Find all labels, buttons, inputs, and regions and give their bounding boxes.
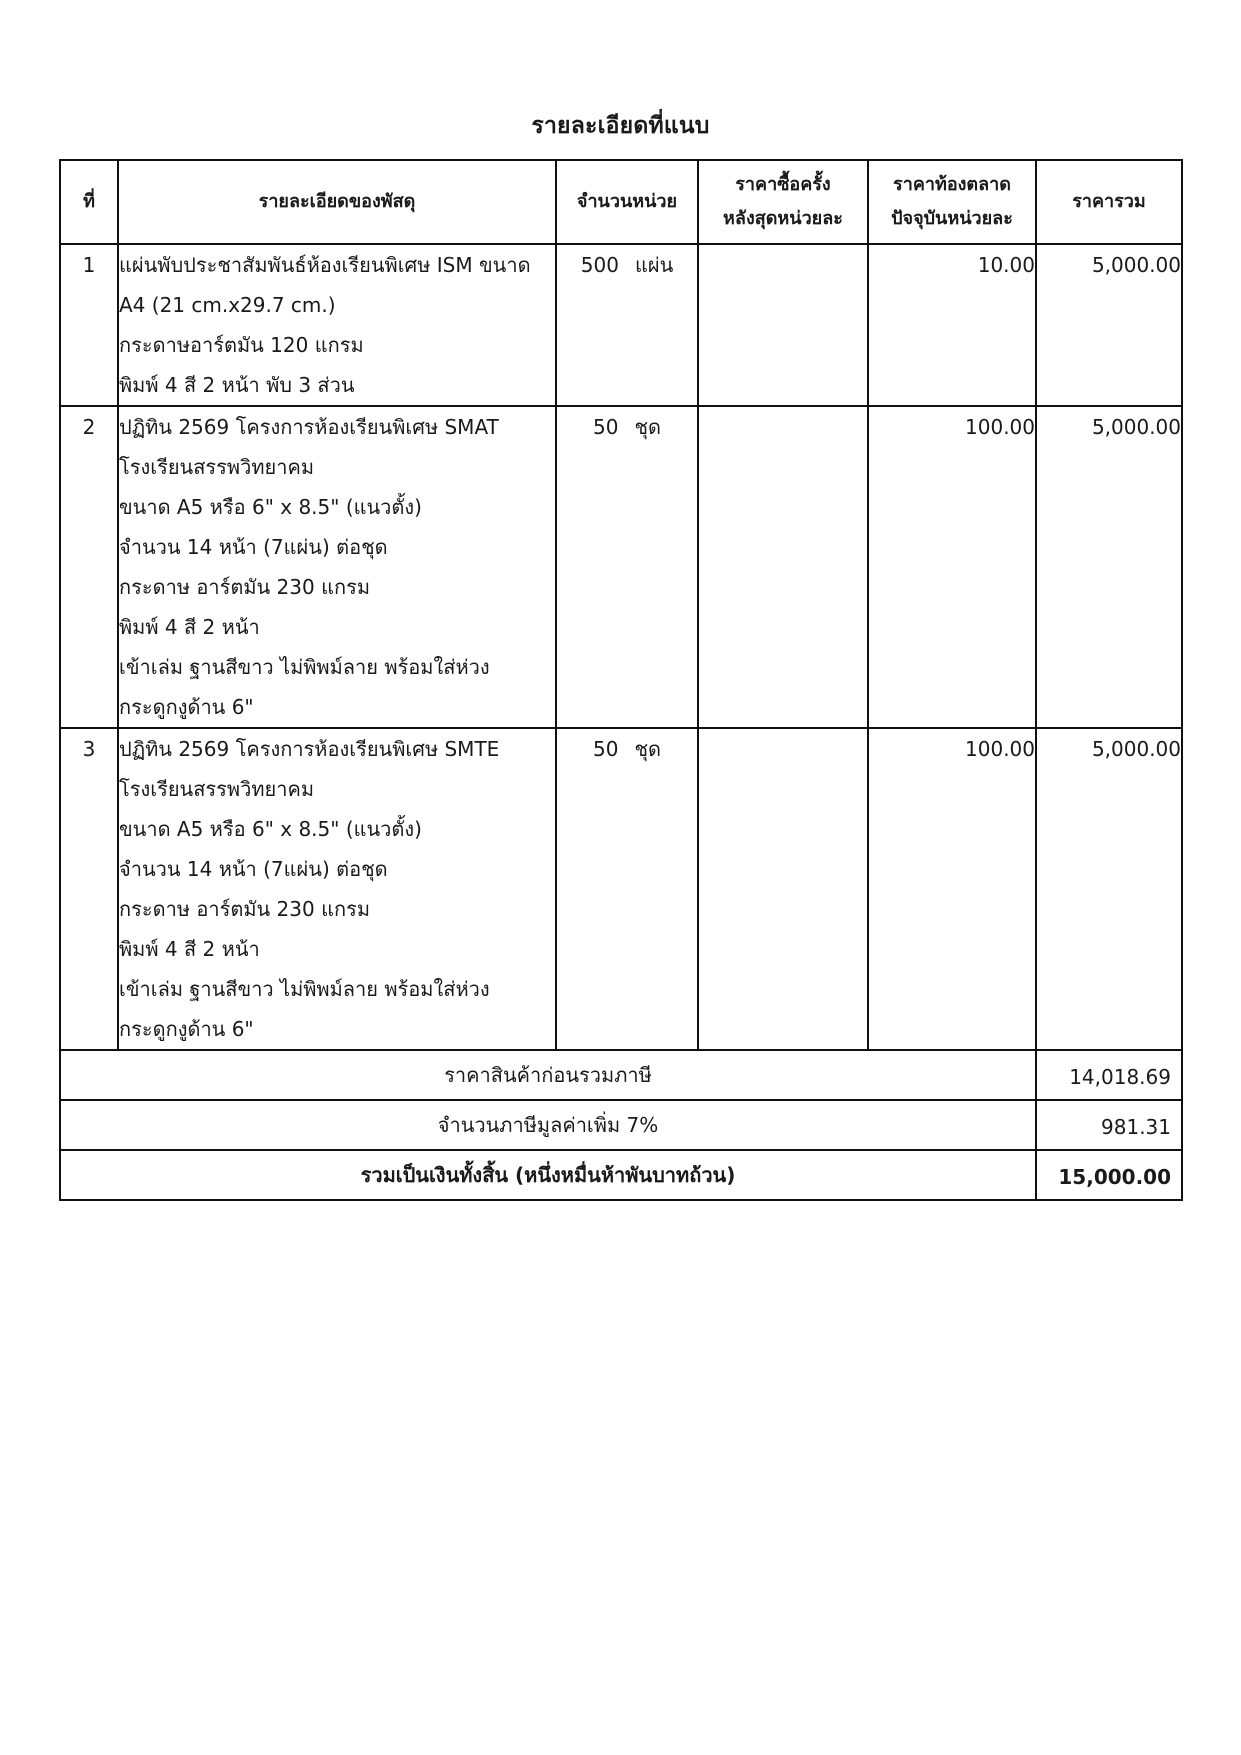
table-row (60, 406, 1182, 728)
header-last-price-line-2: หลังสุดหน่วยละ (723, 208, 843, 229)
table-row (60, 244, 1182, 406)
description-line: เข้าเล่ม ฐานสีขาว ไม่พิพม์ลาย พร้อมใส่ห่วง (119, 655, 490, 679)
subtotal-label: ราคาสินค้าก่อนรวมภาษี (60, 1050, 1036, 1100)
description-line: ขนาด A5 หรือ 6" x 8.5" (แนวตั้ง) (119, 817, 422, 841)
row-total: 5,000.00 (1036, 244, 1182, 406)
description-line: โรงเรียนสรรพวิทยาคม (119, 455, 315, 479)
description-line: จำนวน 14 หน้า (7แผ่น) ต่อชุด (119, 857, 388, 881)
description-line: กระดาษ อาร์ตมัน 230 แกรม (119, 575, 370, 599)
row-market-price: 100.00 (868, 406, 1036, 728)
row-number: 2 (60, 406, 118, 728)
header-market-price (868, 160, 1036, 244)
row-description (118, 406, 556, 728)
description-line: กระดูกงูด้าน 6" (119, 1017, 254, 1041)
description-line: กระดาษอาร์ตมัน 120 แกรม (119, 333, 364, 357)
quantity-unit: แผ่น (634, 253, 674, 277)
row-description (118, 728, 556, 1050)
header-quantity: จำนวนหน่วย (556, 160, 698, 244)
description-line: โรงเรียนสรรพวิทยาคม (119, 777, 315, 801)
page-title: รายละเอียดที่แนบ (531, 113, 710, 139)
description-line: ปฏิทิน 2569 โครงการห้องเรียนพิเศษ SMAT (119, 415, 499, 439)
header-market-price-line-1: ราคาท้องตลาด (893, 174, 1011, 195)
quantity-value: 50 (592, 737, 619, 761)
row-quantity (556, 244, 698, 406)
description-line: กระดูกงูด้าน 6" (119, 695, 254, 719)
description-line: แผ่นพับประชาสัมพันธ์ห้องเรียนพิเศษ ISM ขนาด (119, 253, 531, 277)
row-last-price (698, 728, 868, 1050)
header-last-price-line-1: ราคาซื้อครั้ง (735, 174, 831, 195)
table-header-row (60, 160, 1182, 244)
table-row (60, 728, 1182, 1050)
vat-amount: 981.31 (1036, 1100, 1182, 1150)
description-line: กระดาษ อาร์ตมัน 230 แกรม (119, 897, 370, 921)
header-no: ที่ (60, 160, 118, 244)
header-total: ราคารวม (1036, 160, 1182, 244)
vat-row (60, 1100, 1182, 1150)
grand-total-row (60, 1150, 1182, 1200)
header-market-price-line-2: ปัจจุบันหน่วยละ (891, 208, 1013, 229)
quantity-unit: ชุด (634, 415, 661, 439)
description-line: เข้าเล่ม ฐานสีขาว ไม่พิพม์ลาย พร้อมใส่ห่วง (119, 977, 490, 1001)
grand-total-amount: 15,000.00 (1036, 1150, 1182, 1200)
grand-total-label: รวมเป็นเงินทั้งสิ้น (หนึ่งหมื่นห้าพันบาทถ้วน) (60, 1150, 1036, 1200)
subtotal-amount: 14,018.69 (1036, 1050, 1182, 1100)
row-description (118, 244, 556, 406)
header-description: รายละเอียดของพัสดุ (118, 160, 556, 244)
row-market-price: 10.00 (868, 244, 1036, 406)
description-line: ปฏิทิน 2569 โครงการห้องเรียนพิเศษ SMTE (119, 737, 500, 761)
row-number: 3 (60, 728, 118, 1050)
row-quantity (556, 406, 698, 728)
description-line: A4 (21 cm.x29.7 cm.) (119, 293, 336, 317)
subtotal-row (60, 1050, 1182, 1100)
row-total: 5,000.00 (1036, 406, 1182, 728)
items-table (59, 159, 1183, 1201)
description-line: จำนวน 14 หน้า (7แผ่น) ต่อชุด (119, 535, 388, 559)
vat-label: จำนวนภาษีมูลค่าเพิ่ม 7% (60, 1100, 1036, 1150)
quantity-value: 500 (580, 253, 619, 277)
row-last-price (698, 244, 868, 406)
row-market-price: 100.00 (868, 728, 1036, 1050)
row-quantity (556, 728, 698, 1050)
row-total: 5,000.00 (1036, 728, 1182, 1050)
header-last-price (698, 160, 868, 244)
description-line: พิมพ์ 4 สี 2 หน้า พับ 3 ส่วน (119, 373, 355, 397)
item-rows (60, 244, 1182, 1200)
description-line: ขนาด A5 หรือ 6" x 8.5" (แนวตั้ง) (119, 495, 422, 519)
quantity-unit: ชุด (634, 737, 661, 761)
description-line: พิมพ์ 4 สี 2 หน้า (119, 937, 260, 961)
row-number: 1 (60, 244, 118, 406)
row-last-price (698, 406, 868, 728)
quantity-value: 50 (592, 415, 619, 439)
description-line: พิมพ์ 4 สี 2 หน้า (119, 615, 260, 639)
